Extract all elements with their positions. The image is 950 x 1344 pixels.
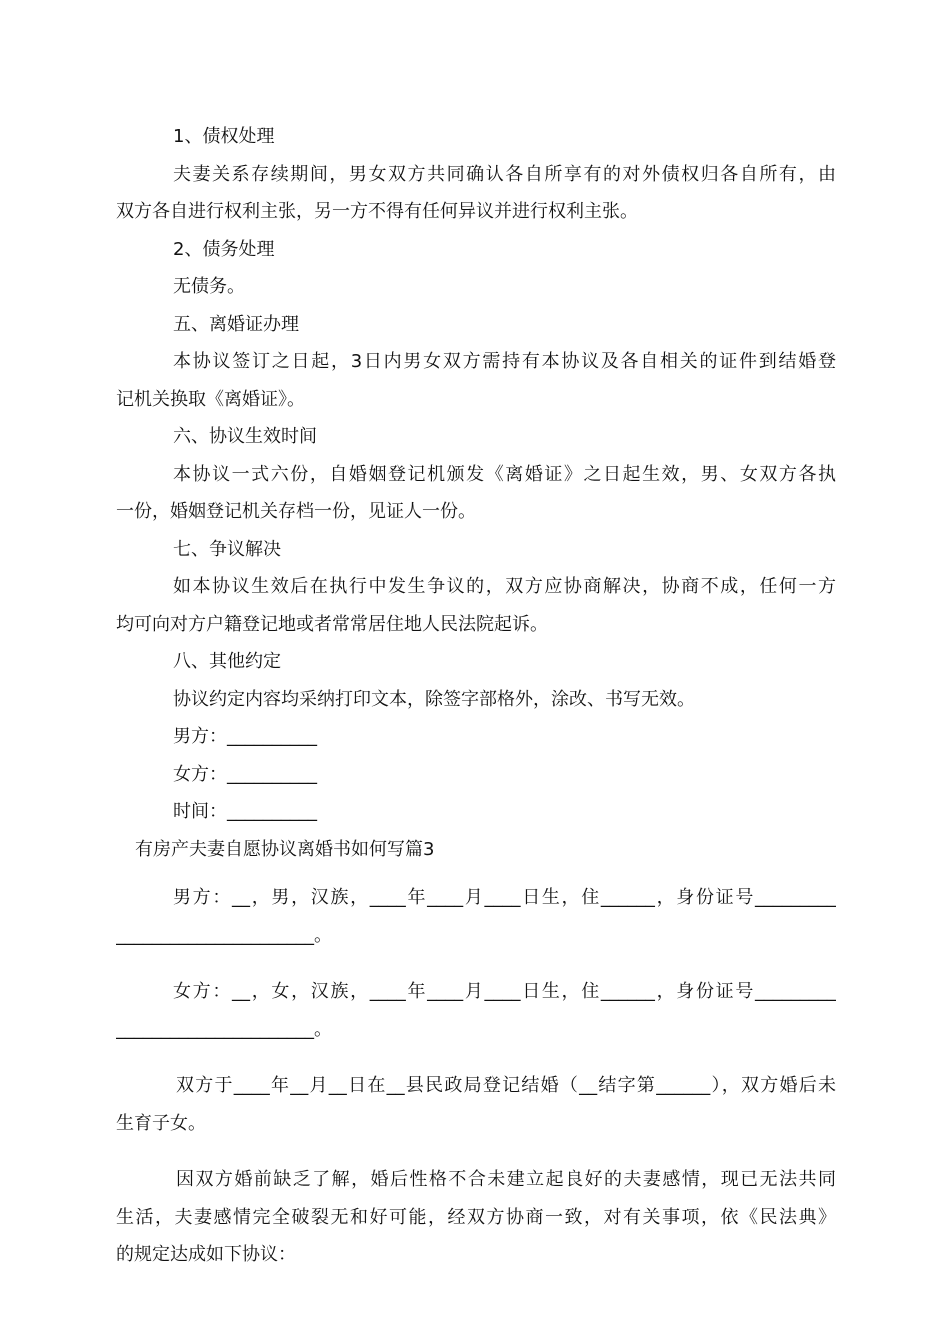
- paragraph-line: 记机关换取《离婚证》。: [116, 388, 305, 410]
- party-male-line: ______________________。: [116, 924, 332, 946]
- paragraph-line: 一份，婚姻登记机关存档一份，见证人一份。: [116, 501, 476, 522]
- heading-effective-time: 六、协议生效时间: [173, 426, 317, 447]
- paragraph-line: 本协议一式六份，自婚姻登记机颁发《离婚证》之日起生效，男、女双方各执: [173, 463, 836, 485]
- heading-debt-obligations: 2、债务处理: [173, 238, 275, 260]
- heading-dispute-resolution: 七、争议解决: [173, 538, 281, 560]
- signature-male: 男方：__________: [173, 726, 317, 747]
- paragraph-line: 协议约定内容均采纳打印文本，除签字部格外，涂改、书写无效。: [173, 688, 695, 710]
- paragraph-line: 本协议签订之日起，3日内男女双方需持有本协议及各自相关的证件到结婚登: [173, 351, 836, 372]
- party-male-line: 男方：__，男，汉族，____年____月____日生，住______，身份证号_________: [173, 887, 836, 908]
- document-body: [116, 118, 836, 1274]
- paragraph-line: 因双方婚前缺乏了解，婚后性格不合未建立起良好的夫妻感情，现已无法共同: [176, 1169, 836, 1190]
- paragraph-line: 均可向对方户籍登记地或者常常居住地人民法院起诉。: [116, 613, 548, 635]
- paragraph-line: 生活，夫妻感情完全破裂无和好可能，经双方协商一致，对有关事项，依《民法典》: [116, 1206, 836, 1228]
- paragraph-line: 如本协议生效后在执行中发生争议的，双方应协商解决，协商不成，任何一方: [173, 576, 836, 597]
- heading-debt-claims: 1、债权处理: [173, 126, 275, 147]
- signature-date: 时间：__________: [173, 801, 317, 822]
- paragraph-line: 双方各自进行权利主张，另一方不得有任何异议并进行权利主张。: [116, 201, 638, 222]
- paragraph-line: 夫妻关系存续期间，男女双方共同确认各自所享有的对外债权归各自所有，由: [173, 163, 836, 185]
- paragraph-line: 生育子女。: [116, 1112, 206, 1134]
- paragraph-line: 双方于____年__月__日在__县民政局登记结婚（__结字第______），双方婚后未: [176, 1075, 836, 1096]
- section-title: 有房产夫妻自愿协议离婚书如何写篇3: [135, 838, 435, 860]
- paragraph-line: 无债务。: [173, 276, 245, 297]
- heading-divorce-certificate: 五、离婚证办理: [173, 313, 299, 335]
- signature-female: 女方：__________: [173, 763, 317, 785]
- heading-other-agreements: 八、其他约定: [173, 651, 281, 672]
- party-female-line: 女方：__，女，汉族，____年____月____日生，住______，身份证号_________: [173, 981, 836, 1002]
- paragraph-line: 的规定达成如下协议：: [116, 1244, 296, 1265]
- party-female-line: ______________________。: [116, 1018, 332, 1040]
